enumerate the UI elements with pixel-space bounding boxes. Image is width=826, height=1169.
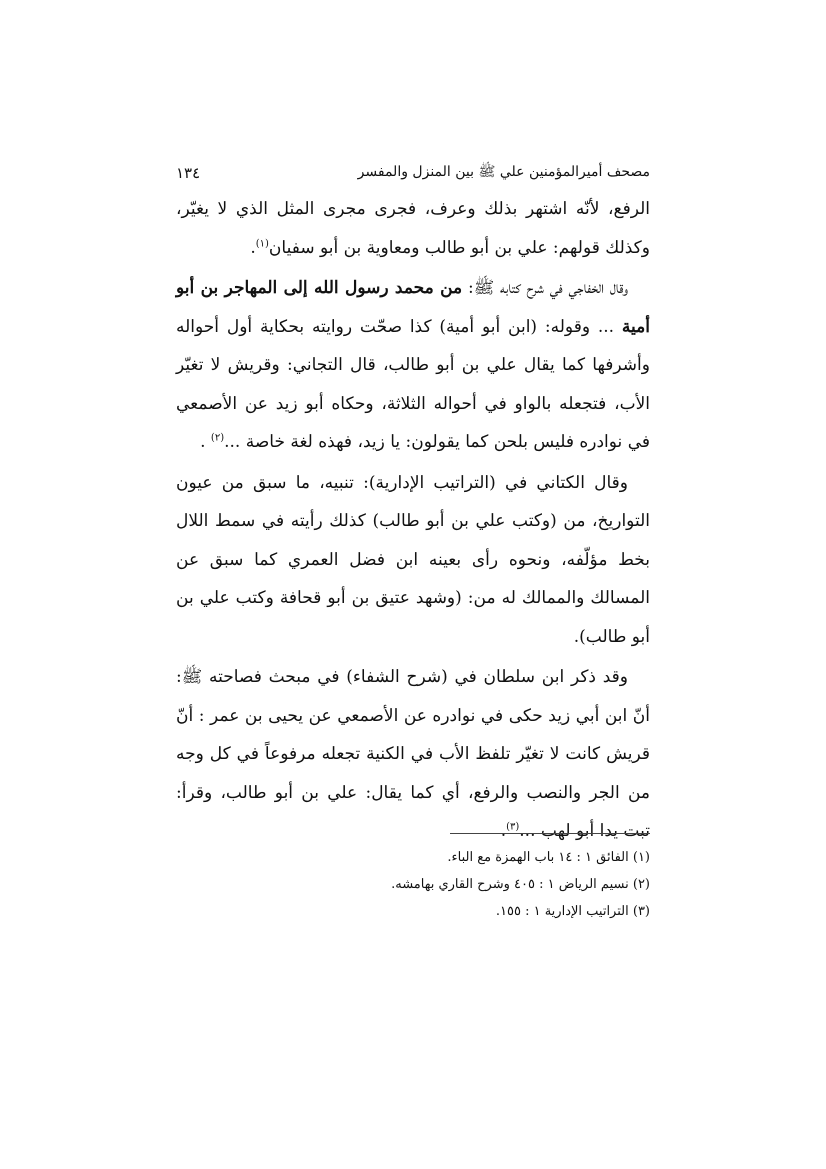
footnotes (176, 844, 650, 925)
paragraph-2-end: . (200, 432, 211, 452)
paragraph-4 (176, 658, 650, 851)
page-body (176, 160, 650, 851)
footnote-1: (١) الفائق ١ : ١٤ باب الهمزة مع الباء. (447, 850, 650, 865)
footnote-ref-1: (١) (255, 237, 269, 249)
paragraph-1 (176, 190, 650, 267)
footnote-ref-2: (٢) (210, 432, 225, 444)
paragraph-1-end: . (250, 237, 256, 258)
paragraph-4-end: . (500, 821, 507, 841)
footnote-2: (٢) نسيم الرياض ١ : ٤٠٥ وشرح القاري بهامشه. (391, 877, 650, 892)
paragraph-4-text: وقد ذكر ابن سلطان في (شرح الشفاء) في مبحث فصاحته ﷺ: أنّ ابن أبي زيد حكى في نوادره عن الأصمعي عن يحيى بن عمر : أنّ قريش كانت لا تغيّر تلفظ الأب في الكنية تجعله مرفوعاً في كل وجه من الجر والنصب والرفع، أي كما يقال: علي بن أبو طالب، وقرأ: تبت يدا أبو لهب ... (176, 667, 650, 841)
page-number: ١٣٤ (176, 164, 201, 182)
paragraph-1-text: الرفع، لأنّه اشتهر بذلك وعرف، فجرى مجرى المثل الذي لا يغيّر، وكذلك قولهم: علي بن أبو طالب ومعاوية بن أبو سفيان (176, 199, 650, 258)
footnote-ref-3: (٣) (506, 821, 520, 833)
paragraph-2-text: ... وقوله: (ابن أبو أمية) كذا صحّت روايته بحكاية أول أحواله وأشرفها كما يقال علي بن أبو طالب، قال التجاني: وقريش لا تغيّر الأب، فتجعله بالواو في أحواله الثلاثة، وحكاه أبو زيد عن الأصمعي في نوادره فليس بلحن كما يقولون: يا زيد، فهذه لغة خاصة ... (176, 316, 650, 452)
footnote-3: (٣) التراتيب الإدارية ١ : ١٥٥. (495, 904, 650, 919)
paragraph-2-bold-quote: من محمد رسول الله إلى المهاجر بن أبو أمية (176, 278, 650, 337)
paragraph-2-intro: وقال الخفاجي في شرح كتابه ﷺ: (462, 278, 629, 298)
paragraph-3 (176, 464, 650, 657)
running-header (176, 160, 650, 186)
paragraph-2 (176, 269, 650, 462)
footnote-separator (450, 833, 650, 834)
paragraph-3-text: وقال الكتاني في (التراتيب الإدارية): تنبيه، ما سبق من عيون التواريخ، من (وكتب علي بن أبو طالب) كذلك رأيته في سمط اللال بخط مؤلّفه، ونحوه رأى بعينه ابن فضل العمري كما سبق عن المسالك والممالك له من: (وشهد عتيق بن أبو قحافة وكتب علي بن أبو طالب). (176, 472, 650, 647)
running-title: مصحف أميرالمؤمنين علي ﷺ بين المنزل والمفسر (357, 164, 650, 180)
